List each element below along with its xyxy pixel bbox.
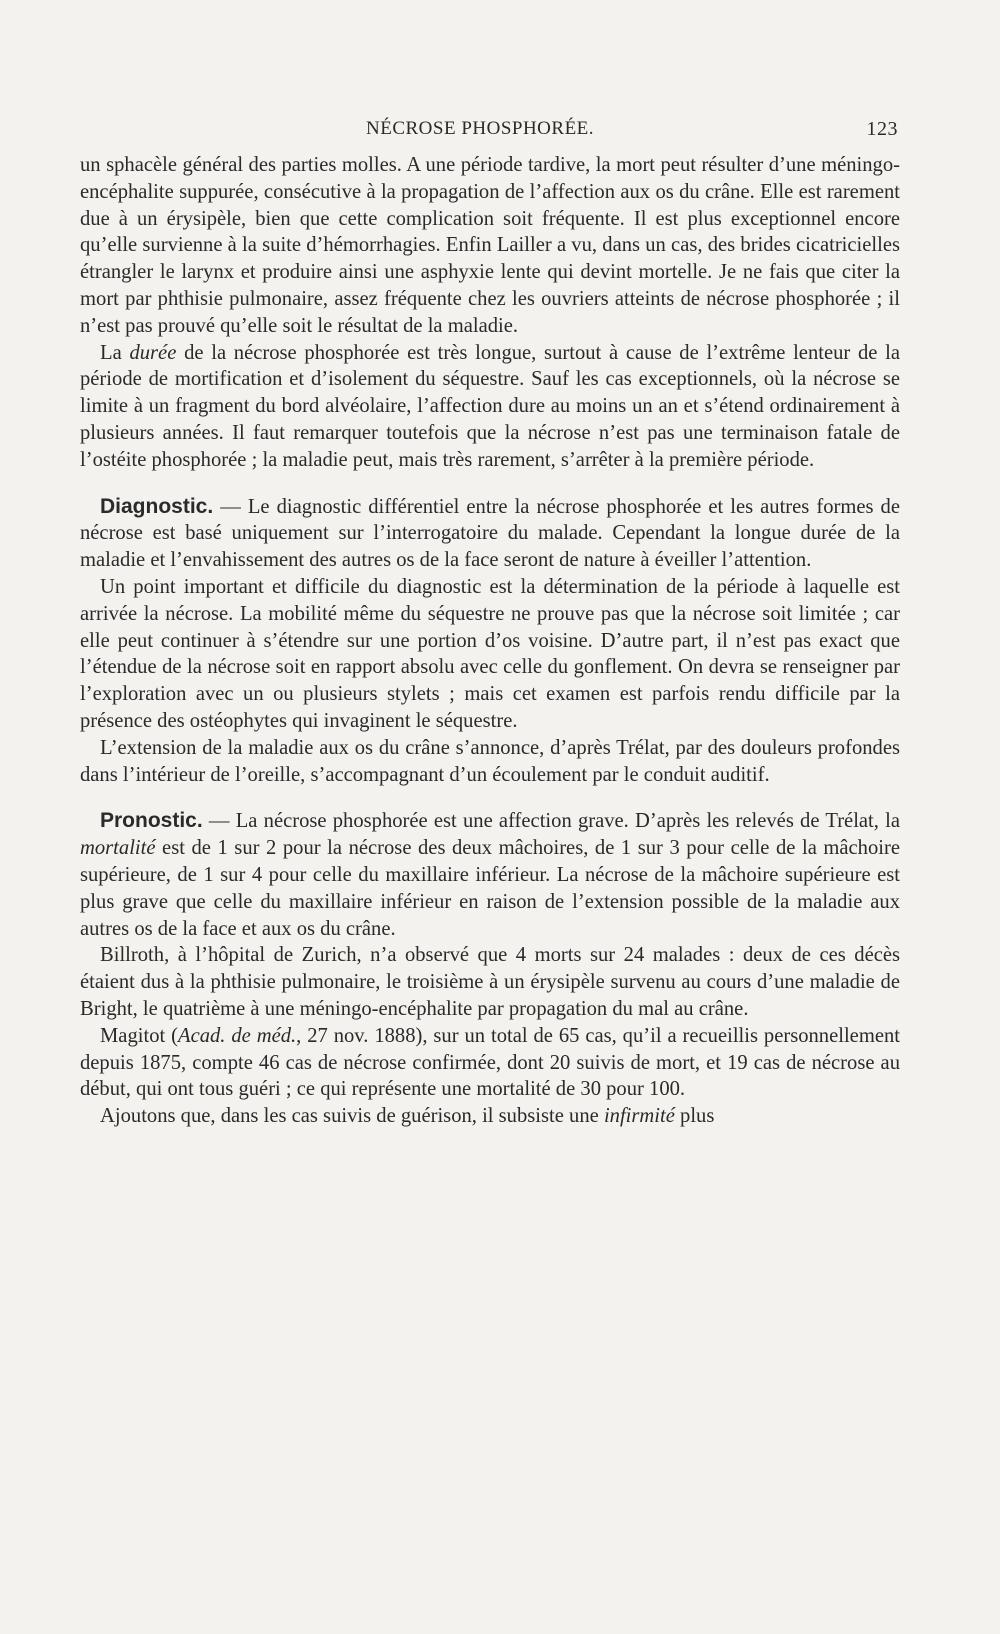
running-head xyxy=(0,118,1000,146)
page-number: 123 xyxy=(866,118,898,140)
paragraph-diagnostic xyxy=(80,494,900,574)
emphasis-infirmite: infirmité xyxy=(603,1105,675,1128)
emphasis-citation: Acad. de méd. xyxy=(177,1024,297,1047)
paragraph-text: Ajoutons que, dans les cas suivis de guérison, il subsiste une xyxy=(100,1105,604,1128)
section-spacer xyxy=(80,788,900,808)
paragraph-text: — La nécrose phosphorée est une affection grave. D’après les relevés de Trélat, la xyxy=(202,810,900,833)
paragraph-duree xyxy=(80,340,900,474)
paragraph-magitot xyxy=(80,1023,900,1103)
paragraph-pronostic xyxy=(80,808,900,942)
paragraph-text: L’extension de la maladie aux os du crâne s’annonce, d’après Trélat, par des douleurs profondes dans l’intérieur de l’oreille, s’accompagnant d’un écoulement par le conduit auditif. xyxy=(80,736,900,786)
paragraph-text: un sphacèle général des parties molles. A une période tardive, la mort peut résulter d’une méningo-encéphalite suppurée, consécutive à la propagation de l’affection aux os du crâne. Elle est rarement due à un érysipèle, bien que cette complication soit fréquente. Il est plus exceptionnel encore qu’elle survienne à la suite d’hémorrhagies. Enfin Lailler a vu, dans un cas, des brides cicatricielles étrangler le larynx et produire ainsi une asphyxie lente qui devint mortelle. Je ne fais que citer la mort par phthisie pulmonaire, assez fréquente chez les ouvriers atteints de nécrose phosphorée ; il n’est pas prouvé qu’elle soit le résultat de la maladie. xyxy=(80,154,900,337)
paragraph-text: de la nécrose phosphorée est très longue, surtout à cause de l’extrême lenteur de la période de mortification et d’isolement du séquestre. Sauf les cas exceptionnels, où la nécrose se limite à un fragment du bord alvéolaire, l’affection dure au moins un an et s’étend ordinairement à plusieurs années. Il faut remarquer toutefois que la nécrose n’est pas une terminaison fatale de l’ostéite phosphorée ; la maladie peut, mais très rarement, s’arrêter à la première période. xyxy=(80,341,901,471)
paragraph-billroth xyxy=(80,942,900,1022)
emphasis-duree: durée xyxy=(129,341,177,364)
paragraph-extension xyxy=(80,735,900,789)
paragraph-text: , 27 nov. 1888), sur un total de 65 cas, qu’il a recueillis personnellement depuis 1875, compte 46 cas de nécrose confirmée, dont 20 suivis de mort, et 19 cas de nécrose au début, qui ont tous guéri ; ce qui représente une mortalité de 30 pour 100. xyxy=(80,1024,901,1101)
paragraph-text: Billroth, à l’hôpital de Zurich, n’a observé que 4 morts sur 24 malades : deux de ces décès étaient dus à la phthisie pulmonaire, le troisième à un érysipèle survenu au cours d’une maladie de Bright, le quatrième à une méningo-encéphalite par propagation du mal au crâne. xyxy=(80,944,900,1020)
paragraph-text: est de 1 sur 2 pour la nécrose des deux mâchoires, de 1 sur 3 pour celle de la mâchoire supérieure, de 1 sur 4 pour celle du maxillaire inférieur. La nécrose de la mâchoire supérieure est plus grave que celle du maxillaire inférieur en raison de l’extension possible de la maladie aux autres os de la face et aux os du crâne. xyxy=(80,837,900,940)
running-head-title: NÉCROSE PHOSPHORÉE. xyxy=(366,118,595,139)
paragraph-complications xyxy=(80,152,900,340)
paragraph-text: Magitot ( xyxy=(100,1024,178,1047)
section-title-pronostic: Pronostic. xyxy=(100,809,203,833)
body-text xyxy=(80,152,900,1130)
section-title-diagnostic: Diagnostic. xyxy=(100,494,214,518)
paragraph-text: plus xyxy=(674,1105,715,1128)
paragraph-text: Un point important et difficile du diagnostic est la détermination de la période à laquelle est arrivée la nécrose. La mobilité même du séquestre ne prouve pas que la nécrose soit limitée ; car elle peut continuer à s’étendre sur une portion d’os voisine. D’autre part, il n’est pas exact que l’étendue de la nécrose soit en rapport absolu avec celle du gonflement. On devra se renseigner par l’exploration avec un ou plusieurs stylets ; mais cet examen est parfois rendu difficile par la présence des ostéophytes qui invaginent le séquestre. xyxy=(80,575,900,732)
section-spacer xyxy=(80,474,900,494)
paragraph-text: — Le diagnostic différentiel entre la nécrose phosphorée et les autres formes de nécrose est basé uniquement sur l’interrogatoire du malade. Cependant la longue durée de la maladie et l’envahissement des autres os de la face seront de nature à éveiller l’attention. xyxy=(80,495,900,572)
paragraph-periode xyxy=(80,574,900,735)
emphasis-mortalite: mortalité xyxy=(80,837,156,860)
paragraph-text: La xyxy=(100,341,130,364)
paragraph-infirmite xyxy=(80,1103,900,1130)
